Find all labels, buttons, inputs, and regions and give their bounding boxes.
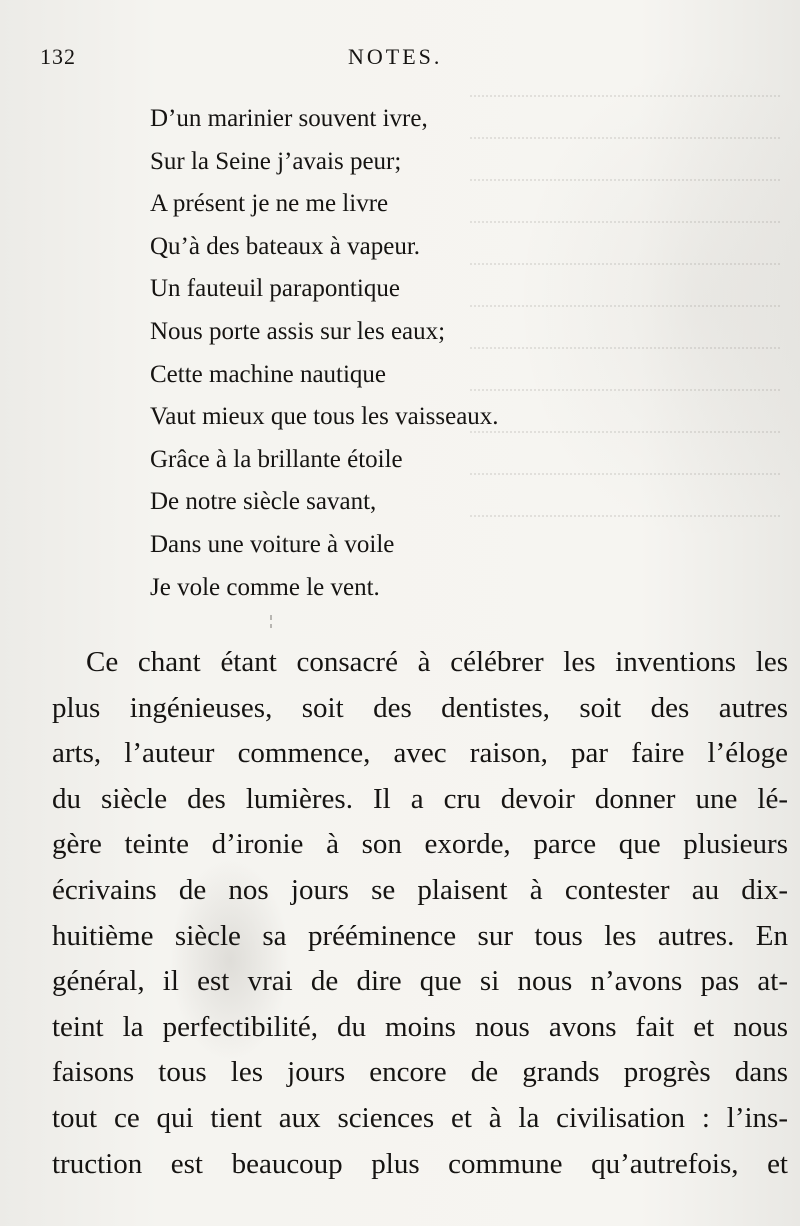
poem-line: Nous porte assis sur les eaux; [150, 317, 446, 345]
poem-line: Grâce à la brillante étoile [150, 445, 403, 473]
commentary-paragraph [52, 640, 788, 1187]
paragraph-line: huitième siècle sa prééminence sur tous les autres. En [52, 919, 788, 952]
paragraph-line: du siècle des lumières. Il a cru devoir donner une lé- [52, 782, 788, 815]
paragraph-line: faisons tous les jours encore de grands progrès dans [52, 1056, 788, 1089]
running-title: NOTES. [348, 44, 443, 69]
page-number: 132 [40, 44, 76, 69]
poem-line: Je vole comme le vent. [150, 573, 380, 601]
paragraph-line: tout ce qui tient aux sciences et à la civilisation : l’ins- [52, 1101, 788, 1134]
poem-line: A présent je ne me livre [150, 190, 389, 218]
poem-stanza [150, 98, 670, 609]
paragraph-line: truction est beaucoup plus commune qu’autrefois, et [52, 1147, 788, 1180]
poem-line: Sur la Seine j’avais peur; [150, 147, 402, 175]
poem-line: Cette machine nautique [150, 360, 387, 388]
poem-line: De notre siècle savant, [150, 488, 377, 516]
poem-line: Dans une voiture à voile [150, 530, 395, 558]
paragraph-line: gère teinte d’ironie à son exorde, parce que plusieurs [52, 828, 788, 861]
paragraph-line: Ce chant étant consacré à célébrer les inventions les [86, 646, 788, 678]
running-head [40, 44, 780, 84]
poem-line: D’un marinier souvent ivre, [150, 105, 428, 132]
poem-line: Un fauteuil parapontique [150, 275, 400, 303]
poem-line: Vaut mieux que tous les vaisseaux. [150, 403, 499, 431]
paragraph-line: arts, l’auteur commence, avec raison, par faire l’éloge [52, 737, 788, 770]
poem-line: Qu’à des bateaux à vapeur. [150, 232, 421, 260]
paragraph-line: général, il est vrai de dire que si nous n’avons pas at- [52, 965, 788, 998]
paragraph-line: écrivains de nos jours se plaisent à contester au dix- [52, 873, 788, 906]
paragraph-line: plus ingénieuses, soit des dentistes, soit des autres [52, 691, 788, 724]
paragraph-line: teint la perfectibilité, du moins nous avons fait et nous [52, 1010, 788, 1043]
ink-speck-icon [268, 615, 274, 631]
